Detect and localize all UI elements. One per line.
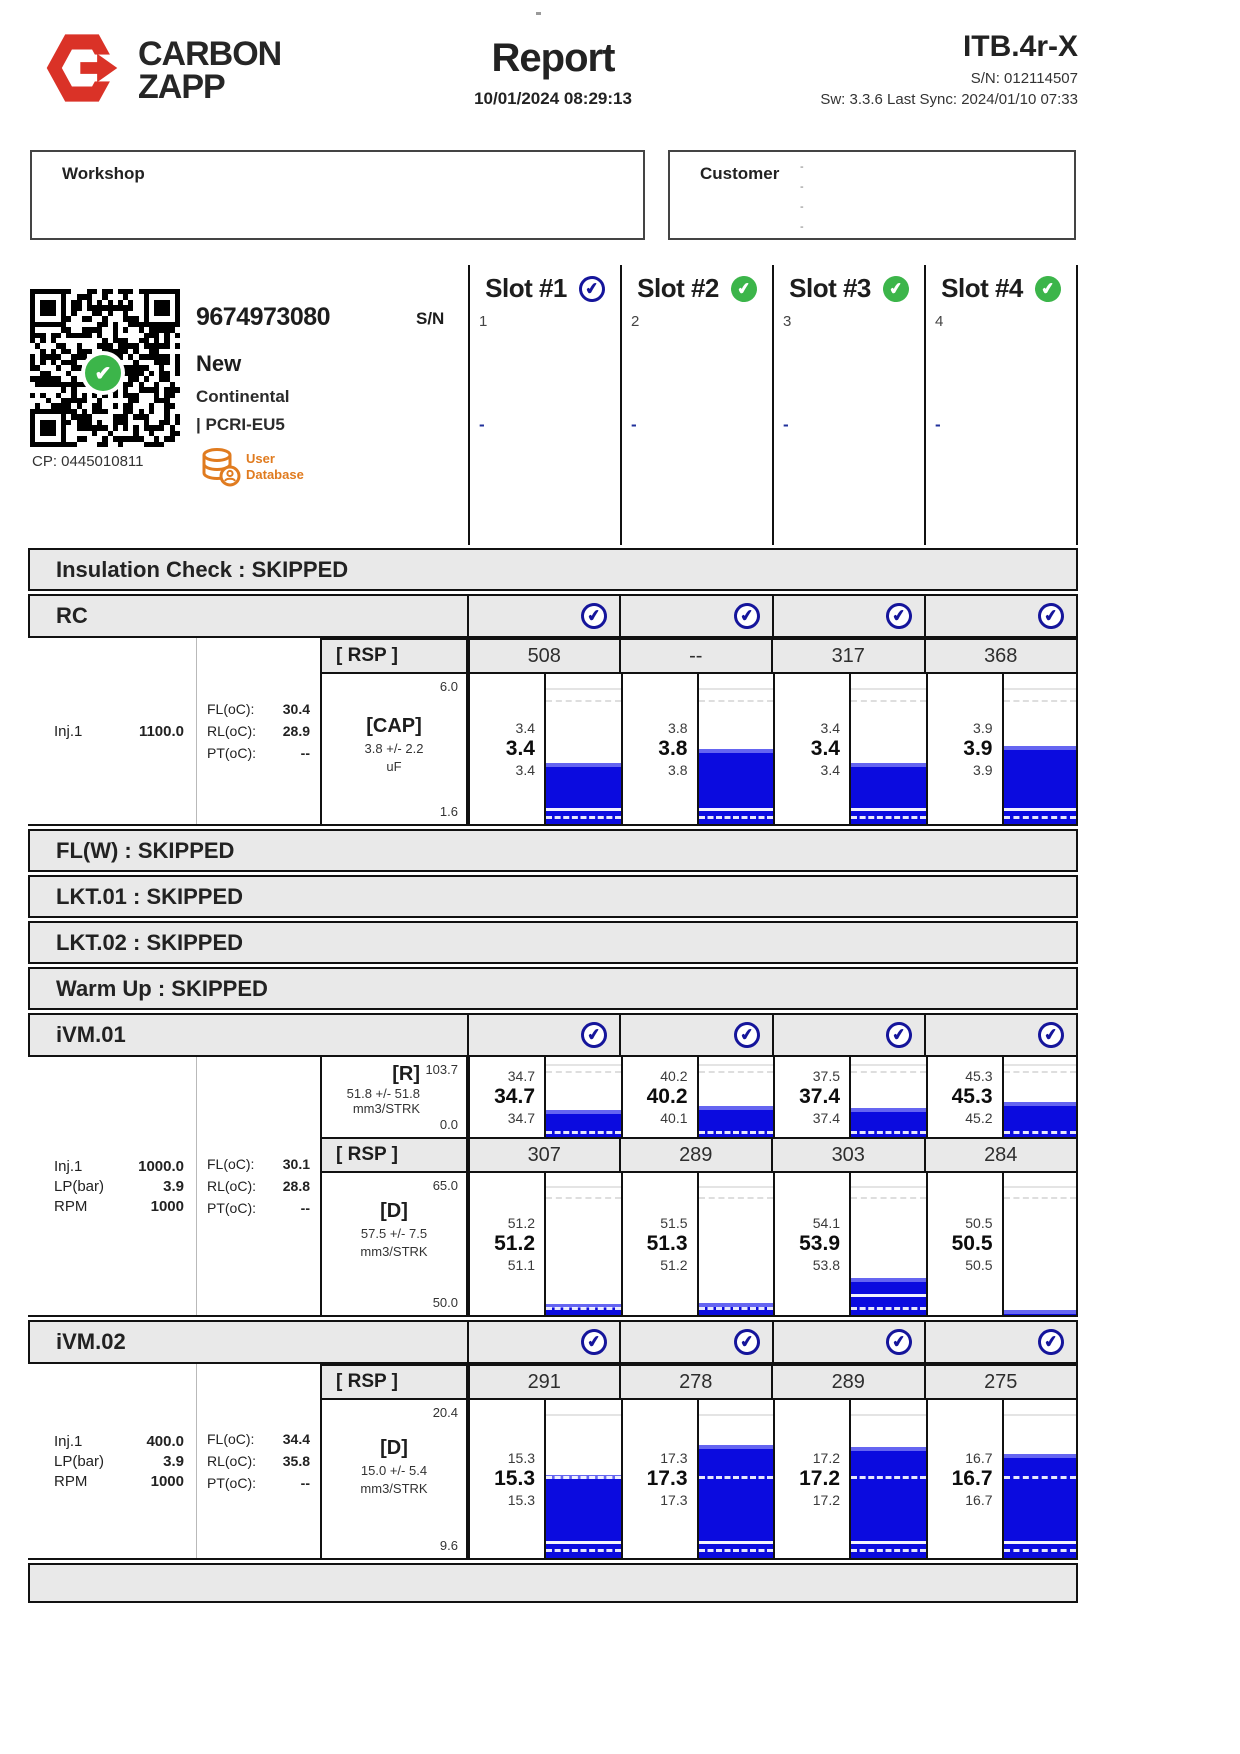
slot-2-title: Slot #2 bbox=[637, 273, 719, 303]
ivm02-d-slot-4 bbox=[926, 1400, 1079, 1558]
value-avg: 34.7 bbox=[494, 1085, 535, 1108]
check-icon: ✔ bbox=[884, 1020, 913, 1049]
value-avg: 50.5 bbox=[951, 1232, 993, 1255]
software-version: Sw: 3.3.6 Last Sync: 2024/01/10 07:33 bbox=[820, 91, 1078, 108]
ivm01-d-slot-1 bbox=[468, 1173, 621, 1315]
value-max: 17.3 bbox=[660, 1450, 688, 1466]
value-max: 34.7 bbox=[507, 1068, 535, 1084]
rc-cap-slot-4 bbox=[926, 674, 1079, 824]
temp-value: 30.1 bbox=[282, 1156, 310, 1172]
dash: - bbox=[800, 181, 804, 193]
ivm01-temperatures bbox=[197, 1057, 320, 1315]
value-avg: 3.9 bbox=[963, 737, 993, 760]
bar-graph bbox=[697, 1057, 774, 1137]
slot-2-serial: - bbox=[631, 415, 637, 434]
param-label: RPM bbox=[54, 1472, 88, 1490]
lkt02-skipped-banner: LKT.02 : SKIPPED bbox=[28, 921, 1078, 964]
cap-measure-block bbox=[320, 674, 468, 824]
rc-temperatures bbox=[197, 638, 320, 824]
value-max: 3.4 bbox=[820, 720, 840, 736]
param-label: RPM bbox=[54, 1197, 88, 1215]
slot-3-serial: - bbox=[783, 415, 789, 434]
value-max: 17.2 bbox=[812, 1450, 840, 1466]
green-check-icon: ✔ bbox=[85, 355, 121, 391]
rc-test-params bbox=[28, 638, 197, 824]
rc-rsp-slot-2: -- bbox=[621, 638, 774, 674]
brand-name: CARBON ZAPP bbox=[138, 35, 282, 106]
ivm01-d-slot-2 bbox=[621, 1173, 774, 1315]
rc-rsp-row bbox=[320, 638, 1078, 674]
ivm02-d-slot-2 bbox=[621, 1400, 774, 1558]
value-max: 3.8 bbox=[668, 720, 688, 736]
ivm01-rsp-slot-4: 284 bbox=[926, 1137, 1079, 1173]
slot-2-number: 2 bbox=[631, 313, 640, 330]
check-icon: ✔ bbox=[732, 601, 761, 630]
rc-cap-row bbox=[320, 674, 1078, 824]
ivm01-r-slot-3 bbox=[773, 1057, 926, 1137]
temp-value: 35.8 bbox=[282, 1453, 310, 1469]
value-max: 51.2 bbox=[507, 1215, 535, 1231]
ivm01-slot-4-status bbox=[924, 1015, 1076, 1055]
slot-column-4 bbox=[924, 265, 1076, 545]
param-value: 400.0 bbox=[146, 1432, 184, 1450]
axis-min: 1.6 bbox=[439, 804, 458, 819]
bar-graph bbox=[697, 674, 774, 824]
measure-tolerance: 57.5 +/- 7.5 bbox=[360, 1225, 428, 1241]
ivm02-rsp-slot-4: 275 bbox=[926, 1364, 1079, 1400]
warmup-skipped-banner: Warm Up : SKIPPED bbox=[28, 967, 1078, 1010]
value-max: 50.5 bbox=[965, 1215, 993, 1231]
machine-model: ITB.4r-X bbox=[962, 30, 1078, 63]
rc-cap-slot-2 bbox=[621, 674, 774, 824]
ivm01-slot-2-status bbox=[619, 1015, 771, 1055]
value-avg: 51.3 bbox=[646, 1232, 688, 1255]
lkt01-skipped-banner: LKT.01 : SKIPPED bbox=[28, 875, 1078, 918]
value-min: 34.7 bbox=[507, 1110, 535, 1126]
axis-min: 0.0 bbox=[439, 1117, 458, 1132]
ivm02-slot-4-status bbox=[924, 1322, 1076, 1362]
value-min: 15.3 bbox=[507, 1492, 535, 1508]
slot-1-number: 1 bbox=[479, 313, 488, 330]
value-avg: 37.4 bbox=[799, 1085, 840, 1108]
ivm01-slot-1-status bbox=[467, 1015, 619, 1055]
ivm02-d-slot-3 bbox=[773, 1400, 926, 1558]
rc-rsp-slot-1: 508 bbox=[468, 638, 621, 674]
slot-4-check-icon: ✔ bbox=[1033, 274, 1062, 303]
param-label: Inj.1 bbox=[54, 1432, 83, 1450]
ivm01-slot-3-status bbox=[772, 1015, 924, 1055]
value-max: 54.1 bbox=[812, 1215, 840, 1231]
bar-graph bbox=[697, 1400, 774, 1558]
rc-cap-slot-3 bbox=[773, 674, 926, 824]
rc-section-banner bbox=[28, 594, 1078, 638]
dash: - bbox=[800, 161, 804, 173]
check-icon: ✔ bbox=[580, 601, 609, 630]
measure-tolerance: 15.0 +/- 5.4 bbox=[360, 1462, 428, 1478]
rc-cap-slot-1 bbox=[468, 674, 621, 824]
param-label: LP(bar) bbox=[54, 1452, 105, 1470]
value-max: 45.3 bbox=[965, 1068, 993, 1084]
ivm01-rsp-slot-2: 289 bbox=[621, 1137, 774, 1173]
ivm01-d-slot-3 bbox=[773, 1173, 926, 1315]
axis-max: 20.4 bbox=[432, 1405, 458, 1420]
measure-unit: mm3/STRK bbox=[360, 1243, 428, 1259]
value-max: 16.7 bbox=[965, 1450, 993, 1466]
report-content bbox=[28, 0, 1078, 1603]
ivm02-temperatures bbox=[197, 1364, 320, 1558]
bar-graph bbox=[849, 674, 926, 824]
ivm02-slot-3-status bbox=[772, 1322, 924, 1362]
temp-label: FL(oC): bbox=[207, 1156, 255, 1172]
ivm02-d-slot-1 bbox=[468, 1400, 621, 1558]
param-value: 1000 bbox=[150, 1197, 184, 1215]
insulation-check-banner: Insulation Check : SKIPPED bbox=[28, 548, 1078, 591]
slot-4-serial: - bbox=[935, 415, 941, 434]
slot-columns bbox=[468, 265, 1078, 545]
temp-value: 30.4 bbox=[282, 701, 310, 717]
value-avg: 16.7 bbox=[951, 1467, 993, 1490]
temp-label: PT(oC): bbox=[207, 745, 256, 761]
user-database-label: User Database bbox=[246, 451, 304, 483]
slot-1-title: Slot #1 bbox=[485, 273, 567, 303]
workshop-box bbox=[30, 150, 645, 240]
page-title: Report bbox=[491, 36, 615, 80]
param-label: Inj.1 bbox=[54, 722, 83, 740]
info-boxes bbox=[28, 150, 1078, 265]
param-label: Inj.1 bbox=[54, 1157, 83, 1175]
value-min: 51.1 bbox=[507, 1257, 535, 1273]
d-measure-block bbox=[320, 1400, 468, 1558]
bar-graph bbox=[849, 1400, 926, 1558]
r-measure-block bbox=[320, 1057, 468, 1137]
ivm02-test-params bbox=[28, 1364, 197, 1558]
rc-slot-2-status bbox=[619, 596, 771, 636]
ivm02-rsp-slot-3: 289 bbox=[773, 1364, 926, 1400]
slot-3-number: 3 bbox=[783, 313, 792, 330]
param-label: LP(bar) bbox=[54, 1177, 105, 1195]
value-avg: 3.8 bbox=[658, 737, 688, 760]
temp-value: 34.4 bbox=[282, 1431, 310, 1447]
value-avg: 45.3 bbox=[951, 1085, 993, 1108]
workshop-label: Workshop bbox=[62, 164, 145, 183]
slot-1-check-icon: ✔ bbox=[577, 274, 606, 303]
slot-column-3 bbox=[772, 265, 924, 545]
temp-label: RL(oC): bbox=[207, 723, 257, 739]
ivm02-section-banner bbox=[28, 1320, 1078, 1364]
rc-rsp-slot-4: 368 bbox=[926, 638, 1079, 674]
rc-title: RC bbox=[56, 603, 88, 628]
value-avg: 17.2 bbox=[799, 1467, 840, 1490]
ivm01-r-row bbox=[320, 1057, 1078, 1137]
temp-label: RL(oC): bbox=[207, 1178, 257, 1194]
temp-label: PT(oC): bbox=[207, 1475, 256, 1491]
d-measure-block bbox=[320, 1173, 468, 1315]
ivm02-rsp-slot-1: 291 bbox=[468, 1364, 621, 1400]
value-min: 50.5 bbox=[965, 1257, 993, 1273]
bar-graph bbox=[1002, 1057, 1077, 1137]
measure-label: [CAP] bbox=[366, 714, 422, 737]
bar-graph bbox=[544, 1173, 621, 1315]
value-max: 51.5 bbox=[660, 1215, 688, 1231]
injector-brand: Continental bbox=[196, 387, 290, 406]
customer-box bbox=[668, 150, 1076, 240]
value-max: 40.2 bbox=[660, 1068, 688, 1084]
ivm01-test-params bbox=[28, 1057, 197, 1315]
ivm02-rsp-slot-2: 278 bbox=[621, 1364, 774, 1400]
check-icon: ✔ bbox=[732, 1327, 761, 1356]
value-min: 17.2 bbox=[812, 1492, 840, 1508]
value-max: 37.5 bbox=[812, 1068, 840, 1084]
measure-unit: mm3/STRK bbox=[352, 1101, 420, 1116]
rc-rsp-slot-3: 317 bbox=[773, 638, 926, 674]
measure-unit: mm3/STRK bbox=[360, 1480, 428, 1496]
value-max: 3.9 bbox=[973, 720, 993, 736]
value-min: 3.8 bbox=[668, 762, 688, 778]
axis-min: 9.6 bbox=[439, 1538, 458, 1553]
value-avg: 17.3 bbox=[646, 1467, 688, 1490]
value-avg: 53.9 bbox=[799, 1232, 840, 1255]
header-right bbox=[820, 30, 1078, 108]
flw-skipped-banner: FL(W) : SKIPPED bbox=[28, 829, 1078, 872]
value-max: 3.4 bbox=[515, 720, 535, 736]
ivm01-rsp-slot-1: 307 bbox=[468, 1137, 621, 1173]
value-min: 45.2 bbox=[965, 1110, 993, 1126]
temp-label: PT(oC): bbox=[207, 1200, 256, 1216]
measure-tolerance: 3.8 +/- 2.2 bbox=[364, 740, 424, 756]
value-avg: 51.2 bbox=[494, 1232, 535, 1255]
axis-max: 6.0 bbox=[439, 679, 458, 694]
param-value: 1100.0 bbox=[138, 722, 184, 740]
injector-condition: New bbox=[196, 351, 242, 376]
slot-1-serial: - bbox=[479, 415, 485, 434]
bar-graph bbox=[1002, 674, 1077, 824]
ivm01-rsp-row bbox=[320, 1137, 1078, 1173]
temp-label: FL(oC): bbox=[207, 701, 255, 717]
value-avg: 3.4 bbox=[810, 737, 840, 760]
check-icon: ✔ bbox=[884, 1327, 913, 1356]
value-min: 17.3 bbox=[660, 1492, 688, 1508]
bar-graph bbox=[849, 1057, 926, 1137]
ivm02-d-row bbox=[320, 1400, 1078, 1558]
slot-2-check-icon: ✔ bbox=[729, 274, 758, 303]
bar-graph bbox=[849, 1173, 926, 1315]
param-value: 1000 bbox=[150, 1472, 184, 1490]
rc-slot-3-status bbox=[772, 596, 924, 636]
slot-3-check-icon: ✔ bbox=[881, 274, 910, 303]
report-header bbox=[28, 0, 1078, 150]
rsp-header: [ RSP ] bbox=[320, 1137, 468, 1173]
customer-label: Customer bbox=[700, 164, 780, 183]
axis-min: 50.0 bbox=[432, 1295, 458, 1310]
value-avg: 15.3 bbox=[494, 1467, 535, 1490]
value-max: 15.3 bbox=[507, 1450, 535, 1466]
rc-section-body bbox=[28, 638, 1078, 826]
param-value: 1000.0 bbox=[138, 1157, 184, 1175]
value-avg: 40.2 bbox=[646, 1085, 688, 1108]
ivm02-rsp-row bbox=[320, 1364, 1078, 1400]
ivm02-section-body bbox=[28, 1364, 1078, 1560]
machine-serial: S/N: 012114507 bbox=[970, 70, 1078, 87]
slot-column-1 bbox=[468, 265, 620, 545]
report-datetime: 10/01/2024 08:29:13 bbox=[474, 89, 632, 108]
measure-label: [D] bbox=[380, 1436, 408, 1459]
ivm01-rsp-slot-3: 303 bbox=[773, 1137, 926, 1173]
measure-unit: uF bbox=[386, 758, 402, 774]
check-icon: ✔ bbox=[1036, 1020, 1065, 1049]
value-min: 51.2 bbox=[660, 1257, 688, 1273]
dash: - bbox=[800, 201, 804, 213]
param-value: 3.9 bbox=[163, 1177, 184, 1195]
check-icon: ✔ bbox=[884, 601, 913, 630]
ivm01-r-slot-1 bbox=[468, 1057, 621, 1137]
temp-value: 28.9 bbox=[282, 723, 310, 739]
axis-max: 65.0 bbox=[432, 1178, 458, 1193]
user-database-icon bbox=[200, 447, 242, 492]
bar-graph bbox=[1002, 1400, 1077, 1558]
slot-4-title: Slot #4 bbox=[941, 273, 1023, 303]
ivm01-d-row bbox=[320, 1173, 1078, 1315]
bar-graph bbox=[544, 1057, 621, 1137]
value-min: 3.4 bbox=[515, 762, 535, 778]
rc-slot-1-status bbox=[467, 596, 619, 636]
measure-tolerance: 51.8 +/- 51.8 bbox=[346, 1086, 420, 1101]
ivm01-section-body bbox=[28, 1057, 1078, 1317]
value-min: 53.8 bbox=[812, 1257, 840, 1273]
temp-label: RL(oC): bbox=[207, 1453, 257, 1469]
check-icon: ✔ bbox=[580, 1327, 609, 1356]
scan-artifact-dot bbox=[536, 12, 541, 15]
injector-row bbox=[28, 265, 1078, 545]
ivm02-slot-2-status bbox=[619, 1322, 771, 1362]
value-avg: 3.4 bbox=[505, 737, 535, 760]
ivm02-title: iVM.02 bbox=[56, 1329, 126, 1354]
rsp-header: [ RSP ] bbox=[320, 1364, 468, 1400]
check-icon: ✔ bbox=[580, 1020, 609, 1049]
check-icon: ✔ bbox=[1036, 1327, 1065, 1356]
dash: - bbox=[800, 221, 804, 233]
measure-label: [D] bbox=[380, 1199, 408, 1222]
temp-label: FL(oC): bbox=[207, 1431, 255, 1447]
slot-3-title: Slot #3 bbox=[789, 273, 871, 303]
sn-column-label: S/N bbox=[416, 309, 445, 328]
rsp-header: [ RSP ] bbox=[320, 638, 468, 674]
param-value: 3.9 bbox=[163, 1452, 184, 1470]
temp-value: 28.8 bbox=[282, 1178, 310, 1194]
bar-graph bbox=[544, 1400, 621, 1558]
injector-cp-code: CP: 0445010811 bbox=[32, 453, 144, 470]
temp-value: -- bbox=[300, 745, 310, 761]
check-icon: ✔ bbox=[732, 1020, 761, 1049]
ivm01-d-slot-4 bbox=[926, 1173, 1079, 1315]
check-icon: ✔ bbox=[1036, 601, 1065, 630]
ivm02-slot-1-status bbox=[467, 1322, 619, 1362]
value-min: 3.9 bbox=[973, 762, 993, 778]
rc-slot-4-status bbox=[924, 596, 1076, 636]
injector-type: | PCRI-EU5 bbox=[196, 415, 285, 434]
value-min: 40.1 bbox=[660, 1110, 688, 1126]
qr-check-badge bbox=[81, 351, 125, 395]
value-min: 16.7 bbox=[965, 1492, 993, 1508]
bar-graph bbox=[1002, 1173, 1077, 1315]
bar-graph bbox=[544, 674, 621, 824]
temp-value: -- bbox=[300, 1200, 310, 1216]
slot-column-2 bbox=[620, 265, 772, 545]
ivm01-r-slot-2 bbox=[621, 1057, 774, 1137]
bar-graph bbox=[697, 1173, 774, 1315]
axis-max: 103.7 bbox=[425, 1062, 458, 1077]
injector-info bbox=[28, 265, 468, 545]
temp-value: -- bbox=[300, 1475, 310, 1491]
value-min: 3.4 bbox=[820, 762, 840, 778]
ivm01-section-banner bbox=[28, 1013, 1078, 1057]
value-min: 37.4 bbox=[812, 1110, 840, 1126]
footer-bar bbox=[28, 1563, 1078, 1603]
slot-4-number: 4 bbox=[935, 313, 944, 330]
ivm01-title: iVM.01 bbox=[56, 1022, 126, 1047]
measure-label: [R] bbox=[392, 1063, 420, 1085]
customer-placeholder-dashes bbox=[800, 162, 804, 233]
injector-part-number: 9674973080 bbox=[196, 303, 331, 331]
ivm01-r-slot-4 bbox=[926, 1057, 1079, 1137]
